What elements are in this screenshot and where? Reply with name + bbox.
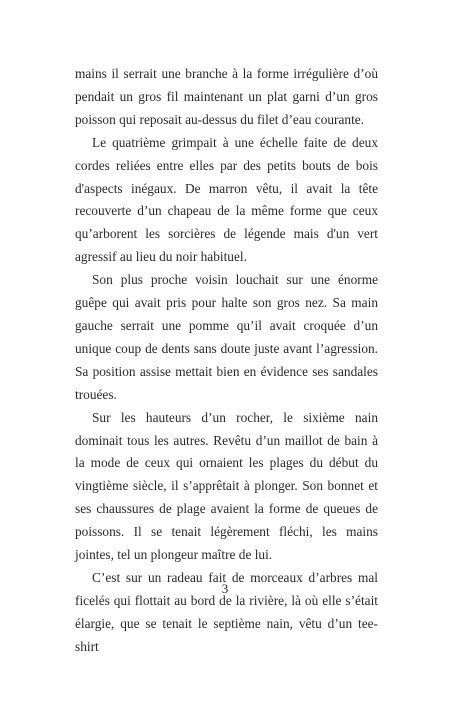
paragraph-fifth-dwarf: Son plus proche voisin louchait sur une énorme guêpe qui avait pris pour halte son gros nez. Sa main gauche serrait une pomme qu’il avait croquée d’un unique coup de dents sans doute juste avant l’agression. Sa position assise mettait bien en évidence ses sandales trouées. xyxy=(75,272,378,402)
paragraph-continuation: mains il serrait une branche à la forme irrégulière d’où pendait un gros fil maintenant un plat garni d’un gros poisson qui reposait au-dessus du filet d’eau courante. xyxy=(75,66,378,127)
body-text xyxy=(75,63,378,659)
paragraph-sixth-dwarf: Sur les hauteurs d’un rocher, le sixième nain dominait tous les autres. Revêtu d’un maillot de bain à la mode de ceux qui ornaient les plages du début du vingtième siècle, il s’apprêtait à plonger. Son bonnet et ses chaussures de plage avaient la forme de queues de poissons. Il se tenait légèrement fléchi, les mains jointes, tel un plongeur maître de lui. xyxy=(75,409,378,563)
paragraph-seventh-dwarf: C’est sur un radeau fait de morceaux d’arbres mal ficelés qui flottait au bord de la rivière, là où elle s’était élargie, que se tenait le septième nain, vêtu d’un tee-shirt xyxy=(75,569,378,654)
paragraph-fourth-dwarf: Le quatrième grimpait à une échelle faite de deux cordes reliées entre elles par des petits bouts de bois d'aspects inégaux. De marron vêtu, il avait la tête recouverte d’un chapeau de la même forme que ceux qu’arborent les sorcières de légende mais d'un vert agressif au lieu du noir habituel. xyxy=(75,134,378,265)
page-number: 3 xyxy=(221,581,229,596)
